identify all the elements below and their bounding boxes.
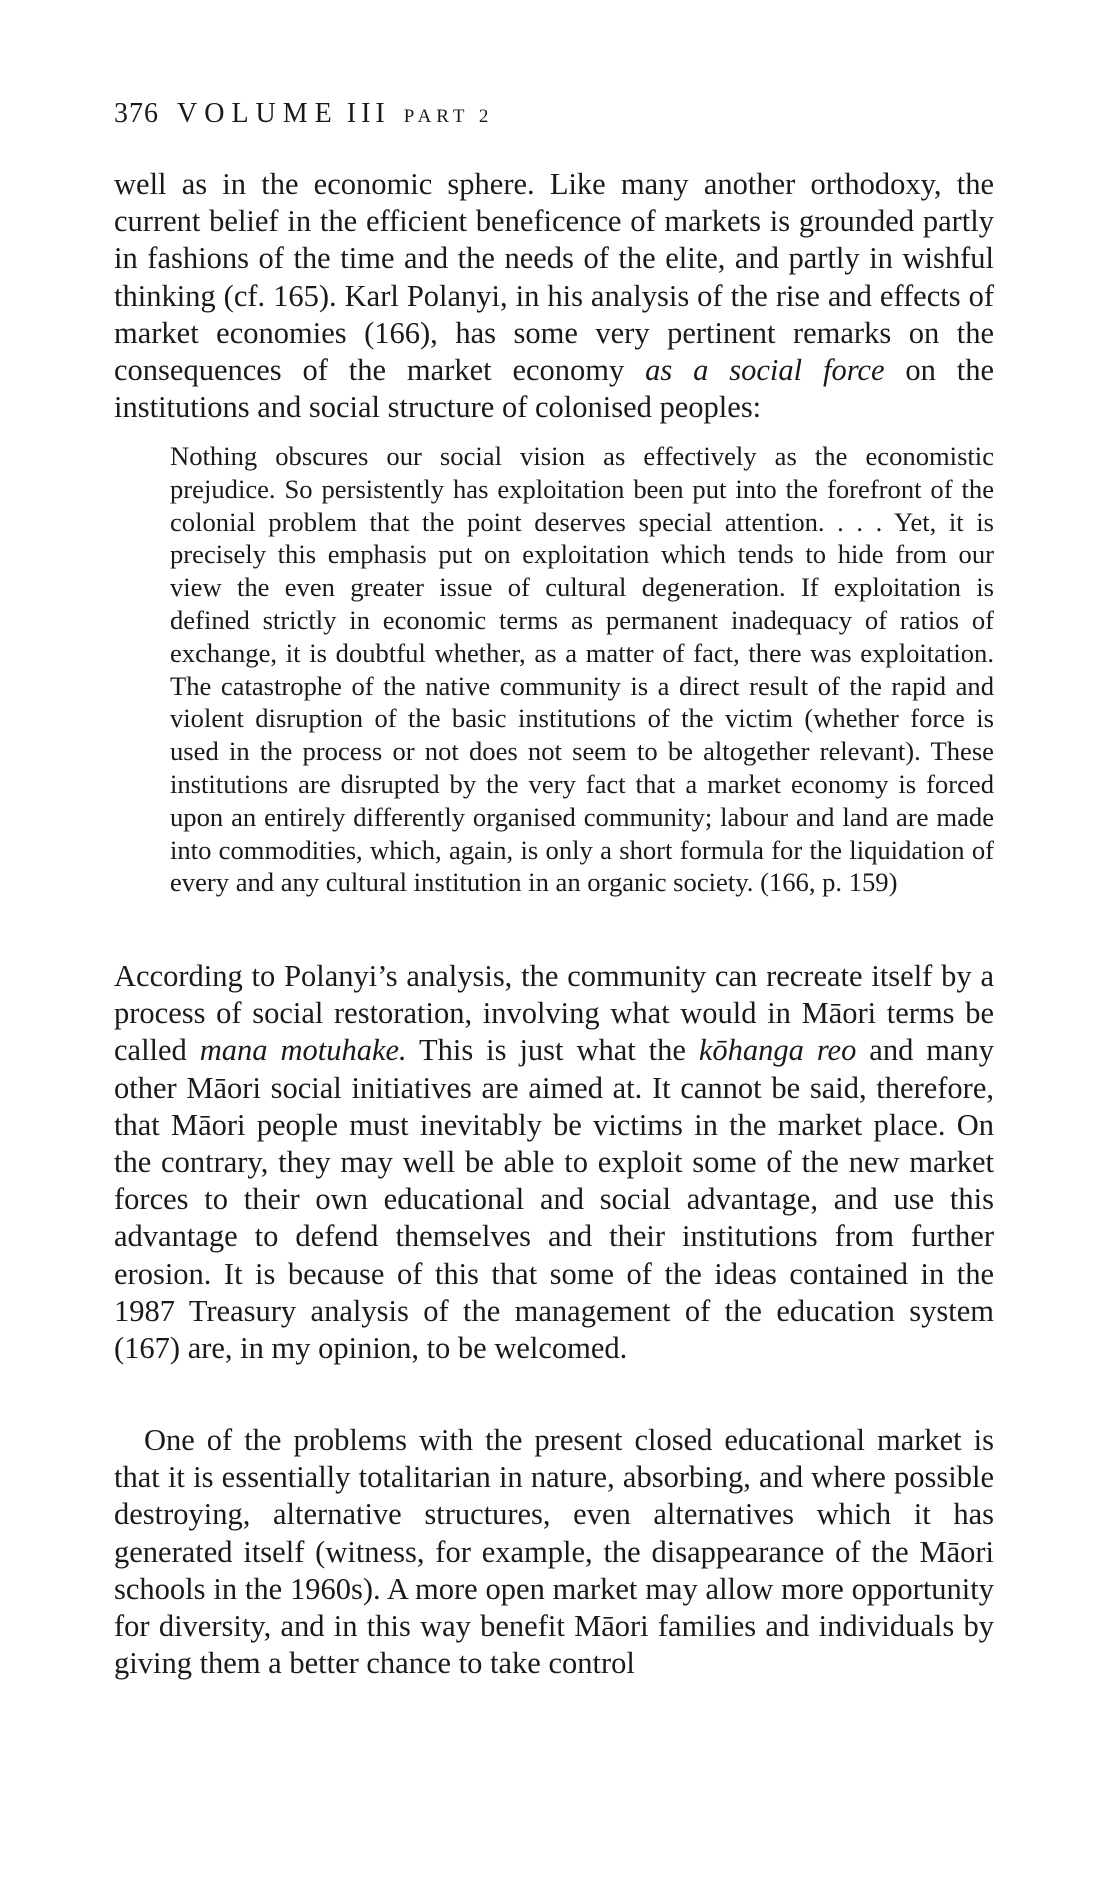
running-head — [114, 98, 493, 130]
paragraph2-text-b: This is just what the — [406, 1033, 699, 1068]
page-number: 376 — [114, 98, 159, 129]
paragraph2-text-c: and many other Māori social initiatives are aimed at. It cannot be said, therefore, that Māori people must inevitably be victims in the market place. On the contrary, they may well be able to exploit some of the new market forces to their own educational and social advantage, and use this advantage to defend themselves and their institutions from further erosion. It is because of this that some of the ideas contained in the 1987 Treasury analysis of the management of the education system (167) are, in my opinion, to be welcomed. — [114, 1033, 995, 1366]
volume-number: III — [346, 98, 390, 129]
paragraph1-text-b: on the institutions and social structure of colonised peoples: — [114, 353, 995, 425]
paragraph2-emphasis-a: mana motuhake. — [199, 1033, 407, 1068]
paragraph-closed-market: One of the problems with the present closed educational market is that it is essentially totalitarian in nature, absorbing, and where possible destroying, alternative structures, even alternatives which it has generated itself (witness, for example, the disappearance of the Māori schools in the 1960s). A more open market may allow more opportunity for diversity, and in this way benefit Māori families and individuals by giving them a better chance to take control — [114, 1423, 994, 1681]
paragraph-continued — [114, 166, 994, 426]
paragraph-polanyi-analysis — [114, 958, 994, 1367]
part-label: PART 2 — [403, 106, 494, 127]
paragraph1-text-a: well as in the economic sphere. Like many another orthodoxy, the current belief in the efficient beneficence of markets is grounded partly in fashions of the time and the needs of the elite, and partly in wishful thinking (cf. 165). Karl Polanyi, in his analysis of the rise and effects of market economies (166), has some very pertinent remarks on the consequences of the market economy — [114, 167, 994, 388]
paragraph2-text-a: According to Polanyi’s analysis, the community can recreate itself by a process of social restoration, involving what would in Māori terms be called — [114, 959, 994, 1068]
paragraph2-emphasis-b: kōhanga reo — [698, 1033, 857, 1068]
paragraph1-emphasis: as a social force — [645, 353, 885, 388]
block-quotation: Nothing obscures our social vision as effectively as the economistic prejudice. So persistently has exploitation been put into the forefront of the colonial problem that the point deserves special attention. . . . Yet, it is precisely this emphasis put on exploitation which tends to hide from our view the even greater issue of cultural degeneration. If exploitation is defined strictly in economic terms as permanent inadequacy of ratios of exchange, it is doubtful whether, as a matter of fact, there was exploitation. The catastrophe of the native community is a direct result of the rapid and violent disruption of the basic institutions of the victim (whether force is used in the process or not does not seem to be altogether relevant). These institutions are disrupted by the very fact that a market economy is forced upon an entirely differently organised community; labour and land are made into commodities, which, again, is only a short formula for the liquidation of every and any cultural institution in an organic society. (166, p. 159) — [170, 441, 994, 898]
volume-label: VOLUME — [177, 98, 339, 129]
